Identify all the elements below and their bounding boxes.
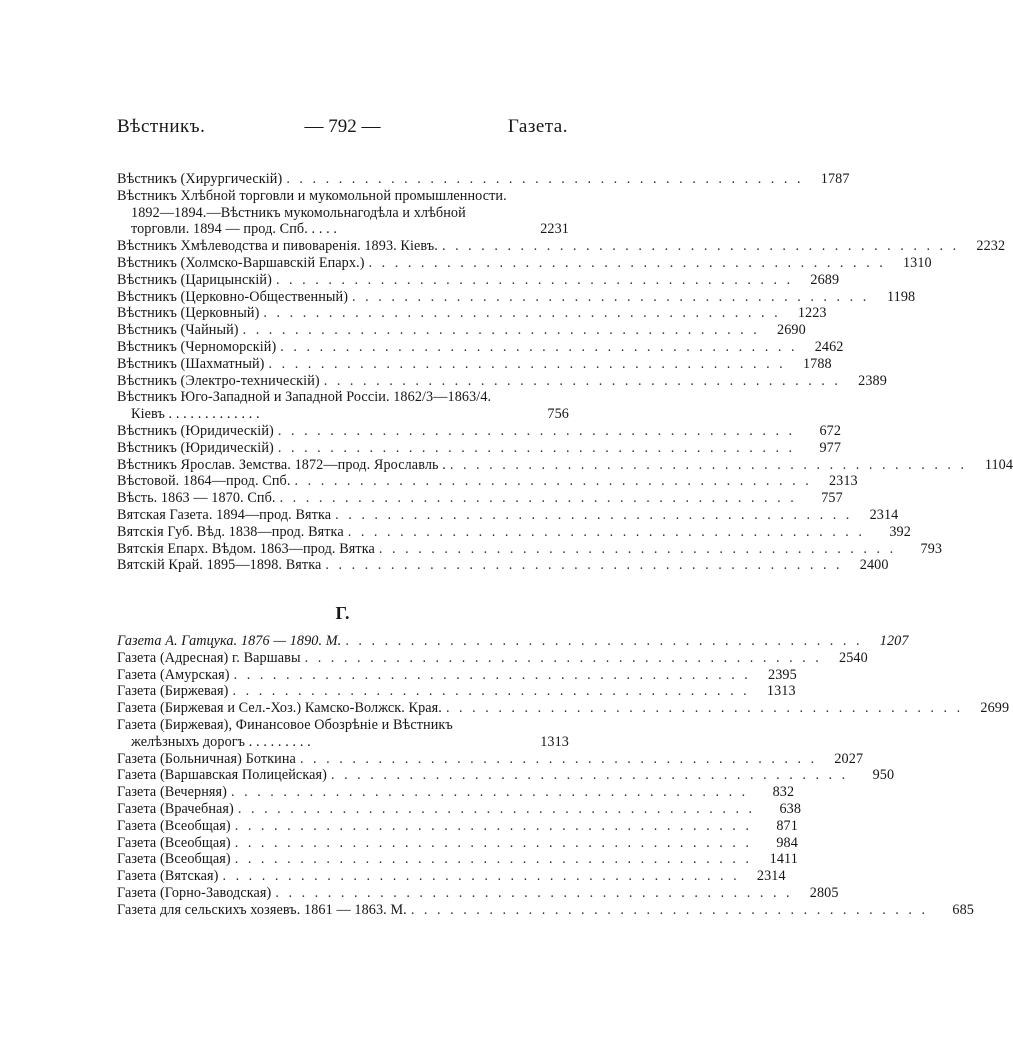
entry-number: 392 — [889, 523, 911, 540]
entry-title: Вѣстникъ (Царицынскій) — [117, 271, 272, 288]
index-entry — [117, 389, 569, 423]
entry-number: 1788 — [802, 355, 832, 372]
index-entry — [117, 372, 887, 390]
index-entry — [117, 717, 569, 751]
dot-leader: . . . . . . . . . . . . . . . . . . . . . . . . . . . . . . . . . . . . . . . . — [347, 523, 865, 540]
entry-title: Вѣстникъ Юго-Западной и Западной Россіи. 1862/3—1863/4. Кіевъ . . . . . . . . . . . . . — [117, 389, 492, 423]
entry-title: Вѣстникъ (Церковный) — [117, 305, 260, 322]
entry-number: 977 — [819, 439, 842, 456]
entry-title: Вѣстникъ (Черноморскій) — [117, 338, 277, 355]
entry-number: 2689 — [810, 271, 840, 288]
entry-number: 2805 — [809, 884, 839, 901]
entry-title: Газета А. Гатцука. 1876 — 1890. М. — [117, 633, 342, 649]
entry-title: Газета (Горно-Заводская) — [117, 884, 272, 901]
entry-number: 685 — [952, 901, 975, 918]
entry-title: Газета (Биржевая) — [117, 683, 229, 700]
index-entry — [117, 355, 832, 373]
index-entry — [117, 784, 795, 801]
dot-leader: . . . . . . . . . . . . . . . . . . . . . . . . . . . . . . . . . . . . . . . . — [268, 355, 786, 372]
index-entry — [117, 271, 840, 289]
entry-title: Вѣстникъ (Юридическій) — [117, 439, 274, 456]
entry-title: Вѣстникъ (Чайный) — [117, 322, 239, 339]
page-number: — 792 — — [304, 116, 381, 137]
entry-title: Вѣстникъ (Церковно-Общественный) — [117, 288, 349, 305]
entry-title: Газета (Вятская) — [117, 868, 219, 885]
index-entry — [117, 490, 843, 507]
dot-leader: . . . . . . . . . . . . . . . . . . . . . . . . . . . . . . . . . . . . . . . . — [234, 851, 752, 868]
dot-leader: . . . . . . . . . . . . . . . . . . . . . . . . . . . . . . . . . . . . . . . . — [286, 171, 804, 187]
entry-number: 2690 — [777, 322, 806, 339]
entry-number: 1223 — [797, 305, 827, 322]
entry-title: Газета (Амурская) — [117, 666, 230, 683]
entry-number: 1104 — [984, 456, 1013, 473]
dot-leader: . . . . . . . . . . . . . . . . . . . . . . . . . . . . . . . . . . . . . . . . — [279, 490, 797, 507]
entry-title: Газета (Врачебная) — [117, 800, 234, 817]
entry-number: 1787 — [820, 171, 850, 187]
entry-title: Вѣстникъ (Шахматный) — [117, 355, 265, 372]
dot-leader: . . . . . . . . . . . . . . . . . . . . . . . . . . . . . . . . . . . . . . . . — [242, 322, 760, 339]
dot-leader: . . . . . . . . . . . . . . . . . . . . . . . . . . . . . . . . . . . . . . . . — [410, 901, 929, 918]
entry-title: Вѣстникъ (Юридическій) — [117, 422, 274, 439]
entry-title: Газета (Всеобщая) — [117, 851, 231, 868]
index-entry — [117, 700, 1010, 717]
index-entry — [117, 649, 868, 667]
dot-leader: . . . . . . . . . . . . . . . . . . . . . . . . . . . . . . . . . . . . . . . . — [368, 254, 886, 271]
dot-leader: . . . . . . . . . . . . . . . . . . . . . . . . . . . . . . . . . . . . . . . . — [237, 800, 756, 817]
entry-title: Вѣсть. 1863 — 1870. Спб. — [117, 490, 276, 507]
dot-leader: . . . . . . . . . . . . . . . . . . . . . . . . . . . . . . . . . . . . . . . . — [441, 238, 960, 255]
index-list-g — [117, 633, 1010, 919]
dot-leader: . . . . . . . . . . . . . . . . . . . . . . . . . . . . . . . . . . . . . . . . — [345, 633, 863, 649]
index-entry — [117, 800, 802, 818]
entry-number: 1313 — [540, 733, 569, 750]
index-entry — [117, 901, 975, 919]
header-left-title: Вѣстникъ. — [117, 116, 206, 137]
entry-number: 1310 — [902, 254, 932, 271]
entry-title: Вѣстникъ Ярослав. Земства. 1872—прод. Ярославль . — [117, 456, 446, 473]
index-list-v — [117, 171, 1013, 574]
dot-leader: . . . . . . . . . . . . . . . . . . . . . . . . . . . . . . . . . . . . . . . . — [233, 666, 751, 683]
index-entry — [117, 834, 798, 852]
entry-number: 1198 — [887, 288, 916, 305]
index-entry — [117, 817, 798, 835]
index-entry — [117, 473, 858, 490]
entry-number: 793 — [920, 540, 943, 557]
dot-leader: . . . . . . . . . . . . . . . . . . . . . . . . . . . . . . . . . . . . . . . . — [277, 439, 796, 456]
index-entry — [117, 188, 569, 238]
dot-leader: . . . . . . . . . . . . . . . . . . . . . . . . . . . . . . . . . . . . . . . . — [330, 767, 849, 784]
entry-title: Вѣстникъ (Холмско-Варшавскій Епарх.) — [117, 254, 365, 271]
dot-leader: . . . . . . . . . . . . . . . . . . . . . . . . . . . . . . . . . . . . . . . . — [445, 700, 964, 717]
header-right-title: Газета. — [507, 116, 568, 137]
entry-number: 984 — [776, 834, 798, 851]
dot-leader: . . . . . . . . . . . . . . . . . . . . . . . . . . . . . . . . . . . . . . . . — [234, 834, 752, 851]
entry-number: 2232 — [976, 238, 1006, 255]
dot-leader: . . . . . . . . . . . . . . . . . . . . . . . . . . . . . . . . . . . . . . . . — [275, 884, 793, 901]
index-entry — [117, 456, 1013, 474]
index-entry — [117, 254, 932, 272]
entry-title: Газета (Всеобщая) — [117, 834, 231, 851]
entry-title: Газета (Биржевая и Сел.-Хоз.) Камско-Волжск. Края. — [117, 700, 442, 717]
index-entry — [117, 322, 806, 339]
entry-number: 2540 — [839, 649, 868, 666]
dot-leader: . . . . . . . . . . . . . . . . . . . . . . . . . . . . . . . . . . . . . . . . — [299, 750, 818, 767]
entry-number: 950 — [872, 767, 895, 784]
index-entry — [117, 288, 916, 306]
index-entry — [117, 523, 911, 541]
entry-title: Газета (Биржевая), Финансовое Обозрѣніе и Вѣстникъ желѣзныхъ дорогъ . . . . . . . . . — [117, 716, 453, 750]
index-entry — [117, 439, 842, 457]
dot-leader: . . . . . . . . . . . . . . . . . . . . . . . . . . . . . . . . . . . . . . . . — [232, 683, 750, 700]
entry-number: 832 — [772, 784, 795, 801]
entry-title: Вѣстникъ Хлѣбной торговли и мукомольной промышленности. 1892—1894.—Вѣстникъ мукомольнагодѣла и хлѣбной торговли. 1894 — прод. Спб. . . . . — [117, 187, 507, 238]
entry-title: Газета (Всеобщая) — [117, 817, 231, 834]
index-entry — [117, 767, 895, 784]
dot-leader: . . . . . . . . . . . . . . . . . . . . . . . . . . . . . . . . . . . . . . . . — [294, 473, 812, 490]
entry-number: 1411 — [769, 851, 798, 868]
entry-number: 638 — [779, 800, 802, 817]
index-entry — [117, 238, 1006, 255]
entry-title: Газета для сельскихъ хозяевъ. 1861 — 1863. М. — [117, 901, 407, 918]
entry-title: Вѣстникъ (Хирургическій) — [117, 171, 283, 187]
page-header — [117, 116, 568, 142]
index-entry — [117, 338, 844, 356]
index-entry — [117, 422, 842, 440]
dot-leader: . . . . . . . . . . . . . . . . . . . . . . . . . . . . . . . . . . . . . . . . — [277, 422, 796, 439]
entry-number: 2231 — [540, 221, 569, 238]
dot-leader: . . . . . . . . . . . . . . . . . . . . . . . . . . . . . . . . . . . . . . . . — [325, 557, 843, 574]
dot-leader: . . . . . . . . . . . . . . . . . . . . . . . . . . . . . . . . . . . . . . . . — [234, 817, 752, 834]
index-entry — [117, 506, 899, 524]
index-entry — [117, 305, 827, 322]
index-entry — [117, 633, 909, 650]
dot-leader: . . . . . . . . . . . . . . . . . . . . . . . . . . . . . . . . . . . . . . . . — [304, 649, 822, 666]
index-entry — [117, 868, 786, 885]
entry-number: 2699 — [980, 700, 1010, 717]
section-letter: Г. — [335, 603, 350, 623]
dot-leader: . . . . . . . . . . . . . . . . . . . . . . . . . . . . . . . . . . . . . . . . — [335, 506, 853, 523]
index-entry — [117, 884, 839, 902]
dot-leader: . . . . . . . . . . . . . . . . . . . . . . . . . . . . . . . . . . . . . . . . — [449, 456, 968, 473]
dot-leader: . . . . . . . . . . . . . . . . . . . . . . . . . . . . . . . . . . . . . . . . — [263, 305, 781, 322]
dot-leader: . . . . . . . . . . . . . . . . . . . . . . . . . . . . . . . . . . . . . . . . — [231, 784, 749, 801]
entry-number: 2395 — [768, 666, 797, 683]
entry-title: Вѣстникъ Хмѣлеводства и пивоваренія. 1893. Кіевъ. — [117, 238, 438, 255]
entry-title: Газета (Варшавская Полицейская) — [117, 767, 327, 784]
entry-number: 1207 — [879, 633, 909, 649]
entry-number: 2389 — [858, 372, 887, 389]
entry-number: 2314 — [869, 506, 899, 523]
entry-title: Газета (Больничная) Боткина — [117, 750, 296, 767]
dot-leader: . . . . . . . . . . . . . . . . . . . . . . . . . . . . . . . . . . . . . . . . — [352, 288, 870, 305]
dot-leader: . . . . . . . . . . . . . . . . . . . . . . . . . . . . . . . . . . . . . . . . — [280, 338, 798, 355]
index-entry — [117, 851, 798, 868]
index-entry — [117, 557, 889, 574]
entry-number: 2400 — [859, 557, 889, 574]
entry-number: 871 — [776, 817, 798, 834]
dot-leader: . . . . . . . . . . . . . . . . . . . . . . . . . . . . . . . . . . . . . . . . — [275, 271, 794, 288]
entry-title: Вятскій Край. 1895—1898. Вятка — [117, 557, 322, 574]
entry-number: 2462 — [814, 338, 844, 355]
entry-number: 2314 — [756, 868, 786, 885]
entry-number: 672 — [819, 422, 842, 439]
entry-title: Газета (Вечерняя) — [117, 784, 227, 801]
entry-number: 756 — [547, 406, 569, 423]
entry-number: 757 — [821, 490, 843, 507]
dot-leader: . . . . . . . . . . . . . . . . . . . . . . . . . . . . . . . . . . . . . . . . — [323, 372, 841, 389]
entry-number: 2027 — [834, 750, 864, 767]
entry-title: Вѣстникъ (Электро-техническій) — [117, 372, 320, 389]
index-entry — [117, 540, 943, 558]
entry-title: Вятская Газета. 1894—прод. Вятка — [117, 506, 332, 523]
entry-number: 1313 — [766, 683, 796, 700]
entry-title: Газета (Адресная) г. Варшавы — [117, 649, 301, 666]
index-entry — [117, 171, 850, 188]
entry-title: Вятскія Губ. Вѣд. 1838—прод. Вятка — [117, 523, 344, 540]
index-entry — [117, 666, 797, 684]
dot-leader: . . . . . . . . . . . . . . . . . . . . . . . . . . . . . . . . . . . . . . . . — [378, 540, 897, 557]
index-entry — [117, 750, 864, 768]
index-entry — [117, 683, 796, 700]
entry-title: Вятскія Епарх. Вѣдом. 1863—прод. Вятка — [117, 540, 375, 557]
entry-number: 2313 — [828, 473, 858, 490]
dot-leader: . . . . . . . . . . . . . . . . . . . . . . . . . . . . . . . . . . . . . . . . — [222, 868, 740, 885]
entry-title: Вѣстовой. 1864—прод. Спб. — [117, 473, 291, 490]
